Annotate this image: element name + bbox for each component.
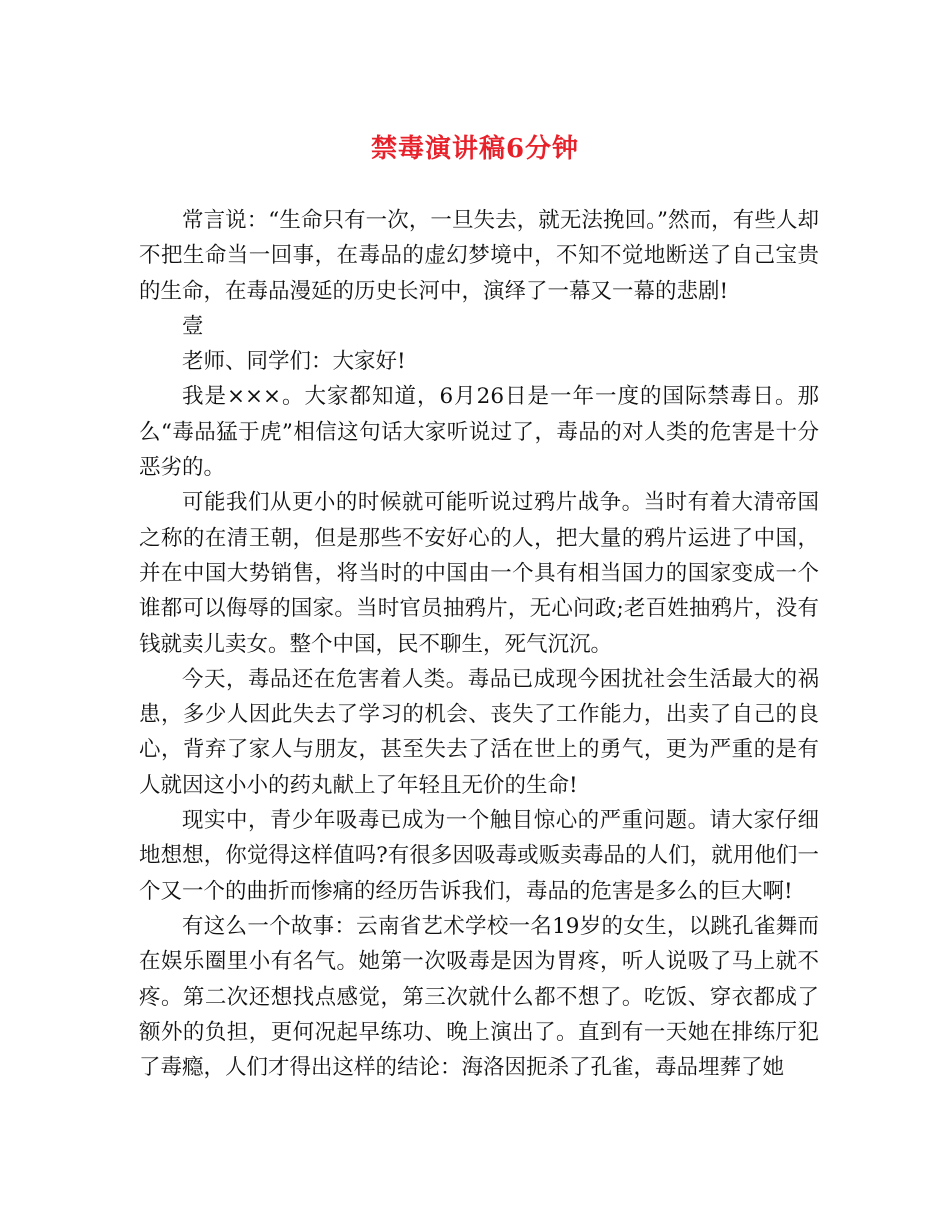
paragraph-story: 有这么一个故事：云南省艺术学校一名19岁的女生，以跳孔雀舞而在娱乐圈里小有名气。她第一次吸毒是因为胃疼，听人说吸了马上就不疼。第二次还想找点感觉，第三次就什么都不想了。吃饭、穿衣都成了额外的负担，更何况起早练功、晚上演出了。直到有一天她在排练厅犯了毒瘾，人们才得出这样的结论：海洛因扼杀了孔雀，毒品埋葬了她: [139, 913, 819, 1081]
paragraph-opium-war: 可能我们从更小的时候就可能听说过鸦片战争。当时有着大清帝国之称的在清王朝，但是那些不安好心的人，把大量的鸦片运进了中国，并在中国大势销售，将当时的中国由一个具有相当国力的国家变成一个谁都可以侮辱的国家。当时官员抽鸦片，无心问政;老百姓抽鸦片，没有钱就卖儿卖女。整个中国，民不聊生，死气沉沉。: [139, 490, 819, 657]
paragraph-greeting: 老师、同学们：大家好!: [182, 349, 406, 375]
page-title: 禁毒演讲稿6分钟: [370, 134, 580, 164]
paragraph-self-intro: 我是×××。大家都知道，6月26日是一年一度的国际禁毒日。那么“毒品猛于虎”相信这句话大家听说过了，毒品的对人类的危害是十分恶劣的。: [139, 384, 819, 481]
paragraph-today: 今天，毒品还在危害着人类。毒品已成现今困扰社会生活最大的祸患，多少人因此失去了学习的机会、丧失了工作能力，出卖了自己的良心，背弃了家人与朋友，甚至失去了活在世上的勇气，更为严重的是有人就因这小小的药丸献上了年轻且无价的生命!: [139, 666, 819, 798]
paragraph-reality: 现实中，青少年吸毒已成为一个触目惊心的严重问题。请大家仔细地想想，你觉得这样值吗?有很多因吸毒或贩卖毒品的人们，就用他们一个又一个的曲折而惨痛的经历告诉我们，毒品的危害是多么的巨大啊!: [139, 808, 819, 904]
document-body: [139, 203, 819, 1085]
paragraph-intro: 常言说：“生命只有一次，一旦失去，就无法挽回。”然而，有些人却不把生命当一回事，在毒品的虚幻梦境中，不知不觉地断送了自己宝贵的生命，在毒品漫延的历史长河中，演绎了一幕又一幕的悲剧!: [139, 208, 819, 304]
paragraph-section-marker: 壹: [182, 313, 204, 339]
